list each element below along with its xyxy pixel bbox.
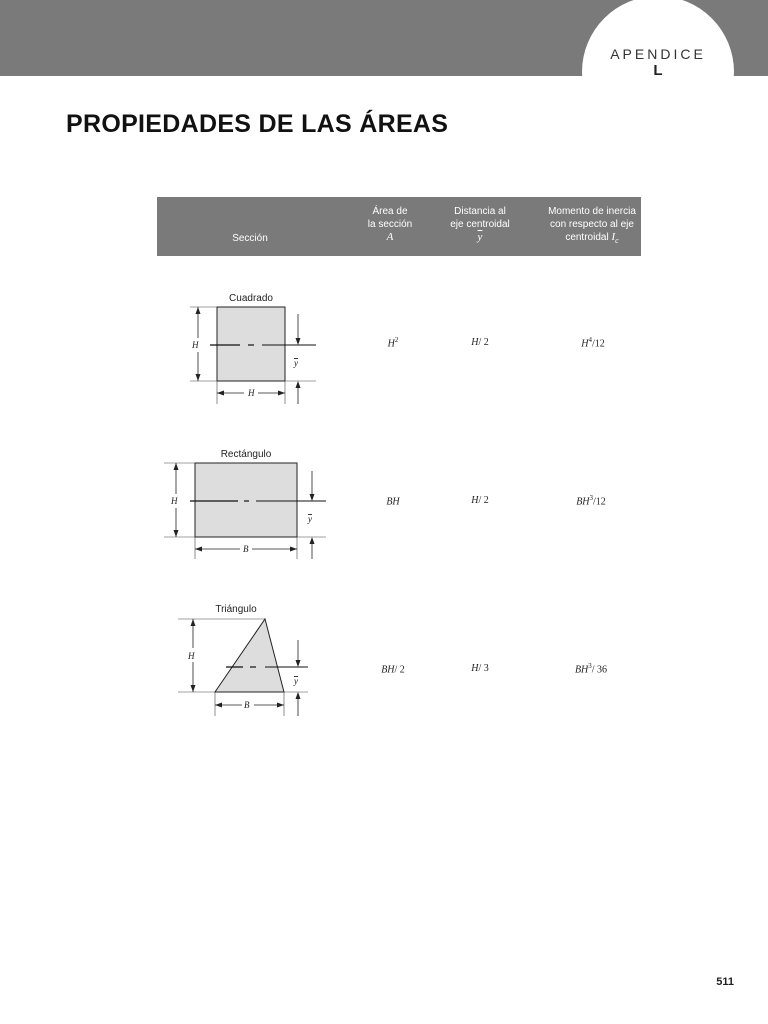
square-figure (180, 300, 330, 410)
appendix-letter: L (653, 62, 663, 79)
header-area: Área de la sección A (367, 206, 413, 243)
rectangle-dim-y: y (308, 514, 312, 524)
header-moment: Momento de inercia con respecto al eje centroidal $I_c$ (548, 206, 636, 245)
rectangle-figure (160, 455, 330, 565)
square-area: $H^2$ (387, 336, 399, 350)
triangle-moment: $BH^3/$ 36 (574, 662, 608, 676)
rectangle-label: Rectángulo (220, 449, 272, 460)
square-label: Cuadrado (229, 293, 273, 304)
triangle-label: Triángulo (215, 604, 257, 615)
rectangle-area: BH (386, 496, 400, 508)
triangle-dim-b: B (244, 700, 250, 710)
square-dim-y: y (294, 358, 298, 368)
rectangle-dim-b: B (243, 544, 249, 554)
triangle-figure (170, 612, 320, 722)
header-distance: Distancia al eje centroidal $\overline{y}$ (450, 206, 510, 243)
rectangle-moment: $BH^3/12$ (576, 494, 606, 508)
appendix-word: APENDICE (610, 46, 706, 62)
square-dim-h: H (192, 340, 199, 350)
triangle-distance: H/ 3 (471, 663, 489, 674)
triangle-dim-y: y (294, 676, 298, 686)
square-distance: H/ 2 (471, 337, 489, 348)
rectangle-dim-h: H (171, 496, 178, 506)
triangle-area: BH/ 2 (381, 664, 405, 676)
header-section: Sección (232, 233, 268, 244)
triangle-dim-h: H (188, 651, 195, 661)
page-number: 511 (716, 976, 734, 988)
square-moment: $H^4/12$ (581, 336, 605, 350)
page-title: PROPIEDADES DE LAS ÁREAS (66, 110, 449, 138)
square-dim-b: H (248, 388, 255, 398)
rectangle-distance: H/ 2 (471, 495, 489, 506)
table-header (157, 197, 641, 256)
